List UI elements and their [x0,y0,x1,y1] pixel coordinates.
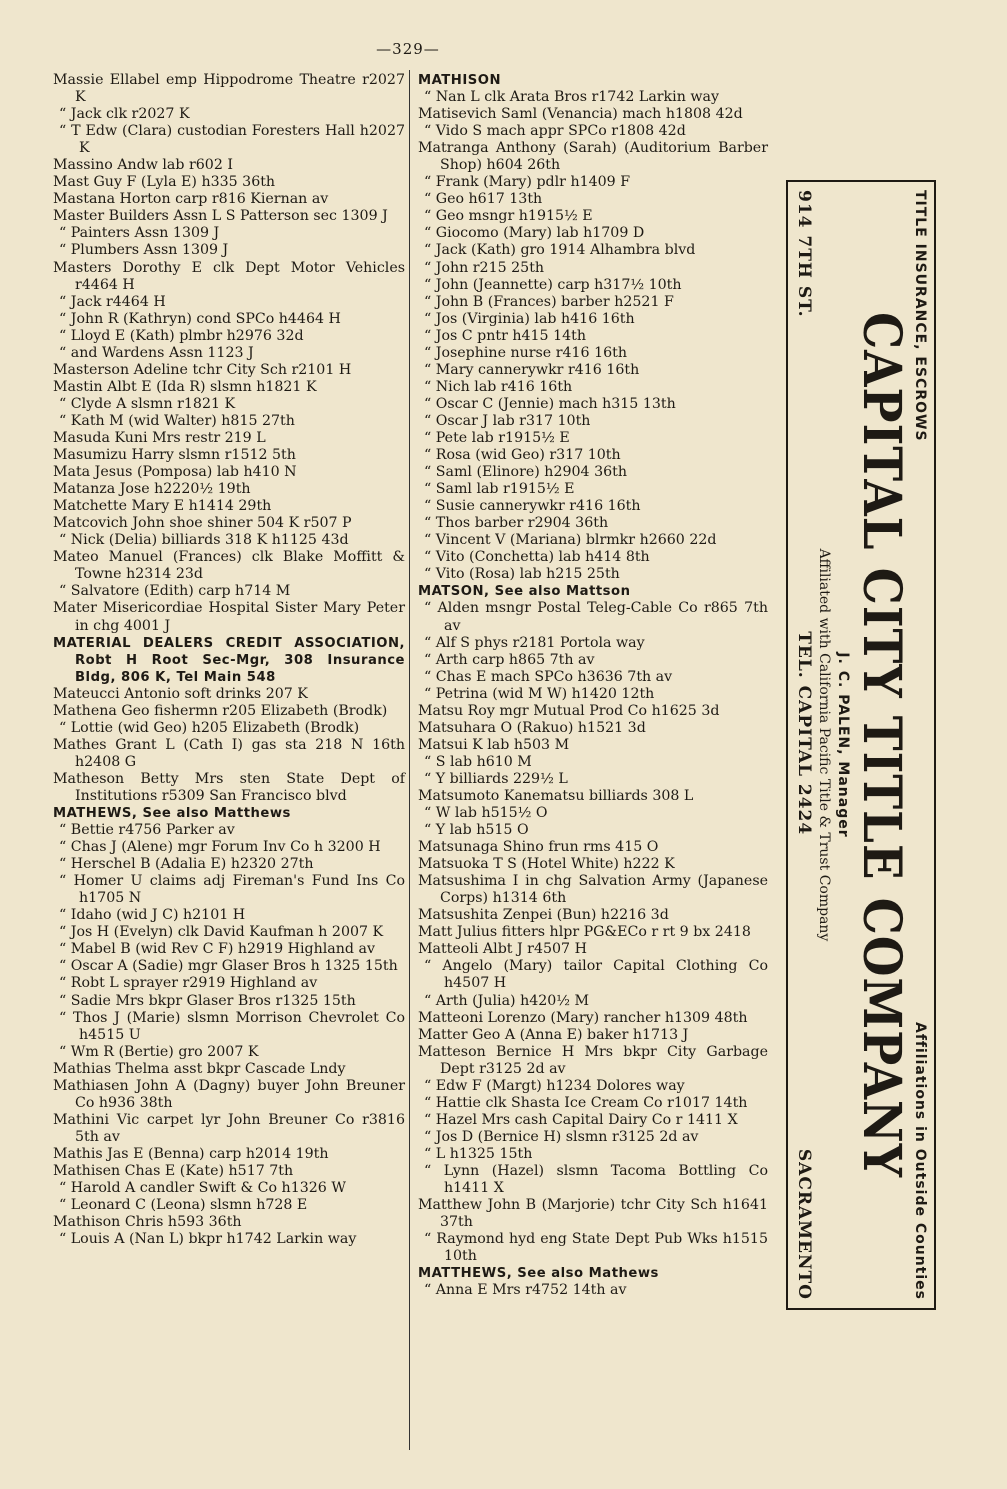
directory-entry: “ Susie cannerywkr r416 16th [424,498,641,515]
directory-entry: “ Jack (Kath) gro 1914 Alhambra blvd [424,242,696,259]
column-divider [409,70,410,1450]
directory-entry: Matsui K lab h503 M [418,736,570,753]
directory-entry: “ Mary cannerywkr r416 16th [424,361,640,378]
directory-entry: “ Lynn (Hazel) slsmn Tacoma Bottling Co h1411 X [424,1163,768,1197]
section-heading: MATHISON [418,73,501,88]
ad-manager: J. C. PALEN, Manager [835,652,851,838]
directory-entry: “ Arth (Julia) h420½ M [424,992,590,1009]
directory-entry: “ Y billiards 229½ L [424,770,568,787]
directory-entry: Mastin Albt E (Ida R) slsmn h1821 K [53,378,317,395]
directory-entry: “ Edw F (Margt) h1234 Dolores way [424,1077,685,1094]
directory-entry: Masumizu Harry slsmn r1512 5th [53,447,296,464]
directory-entry: “ Angelo (Mary) tailor Capital Clothing Co h4507 H [424,958,768,992]
directory-entry: “ Lottie (wid Geo) h205 Elizabeth (Brodk) [59,719,360,736]
directory-entry: “ Idaho (wid J C) h2101 H [59,907,246,924]
section-heading: MATHEWS, See also Matthews [53,806,291,822]
bold-listing: MATERIAL DEALERS CREDIT ASSOCIATION, Robt H Root Sec-Mgr, 308 Insurance Bldg, 806 K, Tel Main 548 [53,635,405,685]
directory-entry: Masters Dorothy E clk Dept Motor Vehicles r4464 H [53,259,405,293]
directory-entry: “ Painters Assn 1309 J [59,225,220,242]
directory-entry: Massino Andw lab r602 I [53,157,233,174]
directory-entry: “ John (Jeannette) carp h317½ 10th [424,276,682,293]
directory-entry: “ Robt L sprayer r2919 Highland av [59,975,318,992]
ad-city: SACRAMENTO [794,1148,814,1300]
directory-entry: Matsushima I in chg Salvation Army (Japanese Corps) h1314 6th [418,873,768,907]
directory-entry: Matsunaga Shino frun rms 415 O [418,839,659,856]
directory-entry: Masterson Adeline tchr City Sch r2101 H [53,361,352,378]
directory-entry: “ Jack clk r2027 K [59,106,190,123]
directory-entry: “ Jos D (Bernice H) slsmn r3125 2d av [424,1128,699,1145]
directory-entry: “ Nan L clk Arata Bros r1742 Larkin way [424,89,719,106]
directory-entry: Matcovich John shoe shiner 504 K r507 P [53,515,352,532]
directory-entry: Matsushita Zenpei (Bun) h2216 3d [418,907,669,924]
directory-entry: Mathes Grant L (Cath I) gas sta 218 N 16th h2408 G [53,736,405,770]
directory-entry: Matthew John B (Marjorie) tchr City Sch h1641 37th [418,1197,768,1231]
directory-entry: “ Frank (Mary) pdlr h1409 F [424,174,631,191]
middle-column [418,72,768,1299]
directory-entry: Massie Ellabel emp Hippodrome Theatre r2027 K [53,72,405,106]
directory-entry: “ Oscar C (Jennie) mach h315 13th [424,395,676,412]
directory-entry: “ Saml (Elinore) h2904 36th [424,464,627,481]
directory-entry: Matisevich Saml (Venancia) mach h1808 42d [418,106,743,123]
ad-affiliations-note: Affiliations in Outside Counties [912,1021,928,1300]
directory-entry: “ Petrina (wid M W) h1420 12th [424,685,655,702]
ad-top-line [912,190,928,1300]
directory-entry: “ Jos C pntr h415 14th [424,327,586,344]
directory-entry: Mateucci Antonio soft drinks 207 K [53,685,308,702]
ad-affiliation: Affiliated with California Pacific Title & Trust Company [816,548,833,942]
left-column [53,72,405,1248]
directory-entry: “ Giocomo (Mary) lab h1709 D [424,225,645,242]
directory-entry: “ Salvatore (Edith) carp h714 M [59,583,291,600]
directory-entry: Mastana Horton carp r816 Kiernan av [53,191,329,208]
directory-entry: Mast Guy F (Lyla E) h335 36th [53,174,276,191]
directory-entry: Mathias Thelma asst bkpr Cascade Lndy [53,1060,346,1077]
directory-entry: “ Pete lab r1915½ E [424,429,570,446]
directory-entry: “ Nick (Delia) billiards 318 K h1125 43d [59,532,349,549]
directory-entry: “ and Wardens Assn 1123 J [59,344,254,361]
directory-entry: “ Kath M (wid Walter) h815 27th [59,412,295,429]
directory-entry: “ Thos barber r2904 36th [424,515,609,532]
directory-entry: “ Homer U claims adj Fireman's Fund Ins Co h1705 N [59,873,405,907]
directory-entry: “ Alf S phys r2181 Portola way [424,634,645,651]
directory-entry: “ Wm R (Bertie) gro 2007 K [59,1043,259,1060]
directory-entry: Mathini Vic carpet lyr John Breuner Co r3816 5th av [53,1111,405,1145]
directory-entry: “ Y lab h515 O [424,822,529,839]
section-heading: MATTHEWS, See also Mathews [418,1266,659,1282]
directory-entry: Matsuhara O (Rakuo) h1521 3d [418,719,646,736]
directory-entry: Mata Jesus (Pomposa) lab h410 N [53,464,297,481]
directory-entry: “ Mabel B (wid Rev C F) h2919 Highland av [59,941,375,958]
directory-entry: Matsuoka T S (Hotel White) h222 K [418,856,675,873]
directory-entry: “ Chas E mach SPCo h3636 7th av [424,668,673,685]
ad-bottom-line [794,190,814,1300]
directory-entry: “ Arth carp h865 7th av [424,651,595,668]
directory-entry: Matsu Roy mgr Mutual Prod Co h1625 3d [418,702,720,719]
directory-entry: “ Geo h617 13th [424,191,543,208]
directory-entry: “ John R (Kathryn) cond SPCo h4464 H [59,310,341,327]
directory-entry: “ Herschel B (Adalia E) h2320 27th [59,856,314,873]
directory-entry: Masuda Kuni Mrs restr 219 L [53,429,266,446]
directory-entry: “ S lab h610 M [424,753,532,770]
directory-entry: “ W lab h515½ O [424,805,548,822]
directory-entry: Matteoni Lorenzo (Mary) rancher h1309 48th [418,1009,748,1026]
directory-entry: “ Thos J (Marie) slsmn Morrison Chevrolet Co h4515 U [59,1009,405,1043]
directory-entry: “ Raymond hyd eng State Dept Pub Wks h1515 10th [424,1231,768,1265]
directory-entry: “ Saml lab r1915½ E [424,481,575,498]
directory-entry: “ Leonard C (Leona) slsmn h728 E [59,1197,308,1214]
directory-entry: “ L h1325 15th [424,1145,533,1162]
directory-entry: Matchette Mary E h1414 29th [53,498,272,515]
directory-entry: Matteoli Albt J r4507 H [418,941,587,958]
ad-tagline: TITLE INSURANCE, ESCROWS [912,190,928,442]
directory-entry: “ Vincent V (Mariana) blrmkr h2660 22d [424,532,717,549]
directory-entry: Mathena Geo fishermn r205 Elizabeth (Brodk) [53,702,388,719]
directory-entry: “ Hattie clk Shasta Ice Cream Co r1017 14th [424,1094,748,1111]
directory-entry: Mathis Jas E (Benna) carp h2014 19th [53,1145,329,1162]
directory-entry: Mathison Chris h593 36th [53,1214,242,1231]
directory-entry: “ Sadie Mrs bkpr Glaser Bros r1325 15th [59,992,356,1009]
directory-entry: Matsumoto Kanematsu billiards 308 L [418,787,694,804]
directory-entry: Matt Julius fitters hlpr PG&ECo r rt 9 bx 2418 [418,924,751,941]
directory-entry: “ Jos (Virginia) lab h416 16th [424,310,635,327]
page-number: —329— [376,40,440,58]
directory-entry: Mathiasen John A (Dagny) buyer John Breuner Co h936 38th [53,1077,405,1111]
directory-entry: Matteson Bernice H Mrs bkpr City Garbage Dept r3125 2d av [418,1043,768,1077]
directory-entry: Master Builders Assn L S Patterson sec 1309 J [53,208,388,225]
ad-address: 914 7TH ST. [794,190,814,318]
advertisement-content [788,182,934,1308]
directory-entry: “ Vido S mach appr SPCo r1808 42d [424,123,686,140]
directory-entry: Matheson Betty Mrs sten State Dept of Institutions r5309 San Francisco blvd [53,770,405,804]
directory-entry: “ Jos H (Evelyn) clk David Kaufman h 2007 K [59,924,384,941]
directory-entry: Mathisen Chas E (Kate) h517 7th [53,1163,294,1179]
directory-entry: “ Jack r4464 H [59,293,166,310]
directory-entry: Matranga Anthony (Sarah) (Auditorium Barber Shop) h604 26th [418,140,768,174]
directory-entry: Mater Misericordiae Hospital Sister Mary Peter in chg 4001 J [53,600,405,634]
directory-entry: “ Bettie r4756 Parker av [59,822,235,839]
directory-entry: “ Hazel Mrs cash Capital Dairy Co r 1411 X [424,1111,738,1128]
directory-entry: Matter Geo A (Anna E) baker h1713 J [418,1026,689,1043]
directory-entry: “ Oscar J lab r317 10th [424,412,591,429]
directory-entry: “ Harold A candler Swift & Co h1326 W [59,1180,346,1197]
directory-entry: “ Alden msngr Postal Teleg-Cable Co r865 7th av [424,600,768,634]
directory-entry: “ Rosa (wid Geo) r317 10th [424,447,621,464]
directory-entry: “ Plumbers Assn 1309 J [59,242,229,259]
directory-entry: “ Geo msngr h1915½ E [424,208,593,225]
ad-company-name: CAPITAL CITY TITLE COMPANY [851,311,913,1178]
section-heading: MATSON, See also Mattson [418,584,631,600]
ad-phone: TEL. CAPITAL 2424 [794,631,814,836]
directory-entry: “ John B (Frances) barber h2521 F [424,293,674,310]
directory-entry: “ T Edw (Clara) custodian Foresters Hall h2027 K [59,123,405,157]
directory-entry: “ Vito (Conchetta) lab h414 8th [424,549,650,566]
directory-entry: “ Lloyd E (Kath) plmbr h2976 32d [59,327,304,344]
directory-entry: “ Josephine nurse r416 16th [424,344,627,361]
directory-entry: “ Clyde A slsmn r1821 K [59,395,236,412]
directory-entry: “ Anna E Mrs r4752 14th av [424,1282,627,1299]
title-company-advertisement [786,180,936,1310]
directory-entry: Mateo Manuel (Frances) clk Blake Moffitt & Towne h2314 23d [53,549,405,583]
directory-entry: “ Chas J (Alene) mgr Forum Inv Co h 3200 H [59,839,381,856]
directory-entry: “ Oscar A (Sadie) mgr Glaser Bros h 1325 15th [59,958,398,975]
directory-entry: Matanza Jose h2220½ 19th [53,481,251,498]
directory-entry: “ Vito (Rosa) lab h215 25th [424,566,620,583]
directory-entry: “ John r215 25th [424,259,545,276]
directory-entry: “ Louis A (Nan L) bkpr h1742 Larkin way [59,1231,357,1248]
directory-entry: “ Nich lab r416 16th [424,378,573,395]
